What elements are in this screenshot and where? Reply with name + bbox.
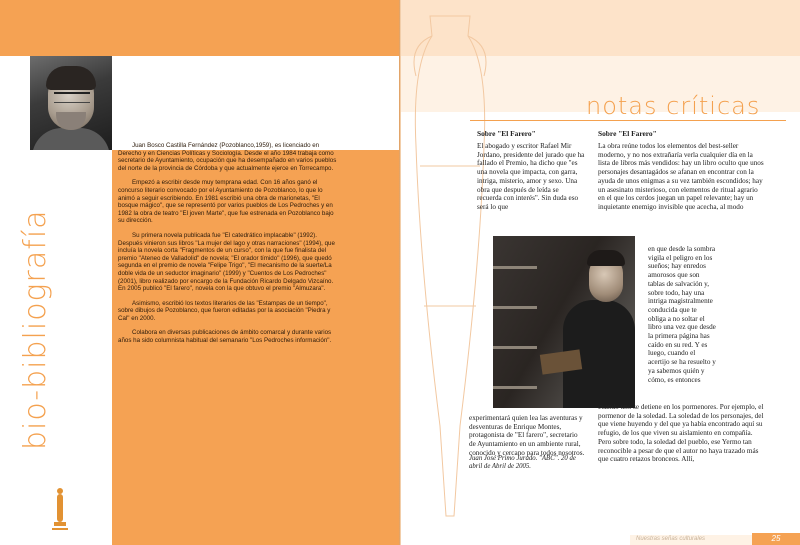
col1-text-bottom: experimentará quien lea las aventuras y desventuras de Enrique Montes, protagonista de "El farero", secretario de Ayuntamiento en un ambiente rural, conocido y cercano para todos nosotros. — [469, 414, 585, 457]
author-reading-photo — [493, 236, 635, 408]
figurine-logo-icon — [52, 488, 68, 532]
col1-text-top: El abogado y escritor Rafael Mir Jordano, presidente del jurado que ha fallado el Premio, ha dicho que "es una novela que impacta, con garra, intriga, misterio, amor y sexo. Una obra que después de leída se recuerda con interés". Sin duda eso será lo que — [477, 142, 585, 211]
citation-caption: Juan José Primo Jurado. "ABC". 20 de abril de Abril de 2005. — [469, 455, 576, 471]
col2-text-top: La obra reúne todos los elementos del best-seller moderno, y no nos extrañaría verla cualquier día en la lista de libros más vendidos: hay un libro oculto que unos personajes desantagádos se afanan en encontrar con la ayuda de unos enigmas a su vez también escondidos; hay un asesinato misterioso, con elementos de ritual agrario en el que los cerdos juegan un papel relevante; hay un inquietante enemigo invisible que acecha, al modo — [598, 142, 764, 211]
vertical-section-title: bio-bibliografía — [18, 209, 53, 450]
bio-paragraph: Juan Bosco Castilla Fernández (Pozoblanco,1959), es licenciado en Derecho y en Ciencias Políticas y Sociología. Desde el año 1984 trabaja como secretario de Ayuntamiento, ocupación que ha desempañado en varios pueblos del norte de la provincia de Córdoba y que actualmente ejerce en Torrecampo. — [118, 142, 337, 172]
col1-heading: Sobre "El Farero" — [477, 129, 536, 138]
portrait-shoulders — [32, 128, 110, 150]
bio-text — [118, 142, 340, 352]
gutter-shadow — [399, 0, 401, 545]
col2-heading: Sobre "El Farero" — [598, 129, 657, 138]
author-portrait — [30, 56, 112, 150]
bio-paragraph: Empezó a escribir desde muy temprana edad. Con 16 años ganó el concurso literario convocado por el Ayuntamiento de Pozoblanco, lo que lo animó a seguir escribiendo. En 1981 escribió una obra de marionetas, "El bosque mágico", que se representó por varios pueblos de Los Pedroches y en 1982 la obra de teatro "El joven Marte", que fue estrenada en Pozoblanco bajo su dirección. — [118, 179, 334, 225]
col2-text-bottom: cuando uno se detiene en los pormenores. Por ejemplo, el pormenor de la soledad. La soledad de los personajes, del que viene huyendo y del que ya había encontrado aquí su refugio, de los que viven su aislamiento en compañía. Pero sobre todo, la soledad del pueblo, ese Yermo tan reconocible a pesar de que el autor no haya trazado más que cuatro retazos bronceos. Allí, — [598, 403, 764, 464]
bio-paragraph: Su primera novela publicada fue "El catedrático implacable" (1992). Después vinieron sus libros "La mujer del lago y otras narraciones" (1994), que incluía la novela corta "Fragmentos de un curso", con la que fue finalista del premio "Ateneo de Valladolid" de novela; "El orador tímido" (1996), que quedó segunda en el premio de novela "Felipe Trigo", "El mecanismo de la suerte/La doble vida de un seductor imaginario" (1999) y "Cuentos de Los Pedroches" (2001), libro realizado por encargo de la Fundación Ricardo Delgado Vizcaíno. En 2005 publicó "El farero", novela con la que obtuvo el premio "Almuzara". — [118, 231, 335, 293]
title-rule — [470, 120, 786, 121]
portrait-glasses — [54, 92, 90, 103]
photo-hair — [587, 250, 625, 266]
section-title: notas críticas — [586, 92, 761, 120]
page-number: 25 — [752, 533, 800, 545]
bio-paragraph: Asimismo, escribió los textos literarios de las "Estampas de un tiempo", sobre dibujos de Pozoblanco, que fueron editadas por la asociación "Piedra y Cal" en 2000. — [118, 299, 331, 322]
col2-text-narrow: en que desde la sombra vigila el peligro en los sueños; hay enredos amorosos que son tablas de salvación y, sobre todo, hay una intriga magistralmente conducida que te obliga a no soltar el libro una vez que desde la primera página has caído en su red. Y es luego, cuando el acertijo se ha resuelto y ya sabemos quién y cómo, es entonces — [648, 245, 716, 384]
footer-text: Nuestras señas culturales — [636, 536, 706, 542]
name-box — [112, 56, 400, 150]
portrait-hair — [46, 66, 96, 90]
top-orange-band — [0, 0, 400, 56]
bio-paragraph: Colabora en diversas publicaciones de ámbito comarcal y durante varios años ha sido columnista habitual del semanario "Los Pedroches información". — [118, 329, 332, 345]
